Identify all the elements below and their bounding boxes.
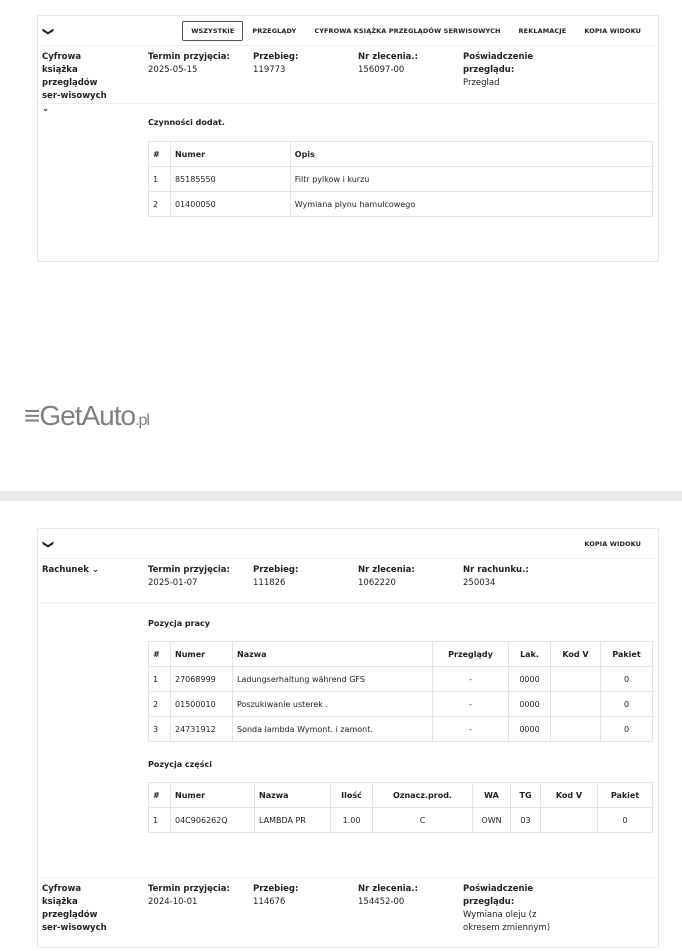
table-header-row [149, 142, 653, 167]
column-header: Oznacz.prod. [373, 783, 473, 808]
table-cell [541, 808, 598, 833]
column-header: # [149, 783, 171, 808]
column-header: Nazwa [255, 783, 331, 808]
field-label: Termin przyjęcia: [148, 52, 230, 62]
table-cell: 3 [149, 717, 171, 742]
table-cell: - [433, 667, 509, 692]
field-2 [358, 883, 458, 909]
table-cell: 0 [601, 667, 653, 692]
chevron-down-icon[interactable]: ❯ [42, 539, 56, 550]
record-type[interactable] [42, 564, 99, 577]
record-type-label: Cyfrowa książka przeglądów ser-wisowych [42, 52, 107, 101]
field-label: Nr zlecenia.: [358, 884, 419, 894]
field-2 [358, 51, 458, 77]
record-info-row [38, 560, 658, 604]
column-header: Numer [171, 642, 233, 667]
service-record-panel-2 [37, 528, 659, 948]
table-cell: Ladungserhaltung während GFS [233, 667, 433, 692]
field-label: Termin przyjęcia: [148, 884, 230, 894]
column-header: Opis [290, 142, 652, 167]
table-cell: Filtr pylkow i kurzu [290, 167, 652, 192]
divider [38, 877, 658, 878]
copy-view-button[interactable]: KOPIA WIDOKU [584, 540, 641, 548]
panel-header [38, 16, 658, 46]
table-cell: 1 [149, 667, 171, 692]
table-cell: 2 [149, 192, 171, 217]
section-title: Czynności dodat. [148, 118, 225, 127]
table-cell: 85185550 [170, 167, 290, 192]
table-header-row [149, 642, 653, 667]
field-0 [148, 51, 248, 77]
column-header: Ilość [331, 783, 373, 808]
panel-header [38, 529, 658, 559]
chevron-down-icon[interactable]: ⌄ [42, 104, 50, 114]
table-row [149, 192, 653, 217]
field-label: Nr zlecenia.: [358, 52, 419, 62]
table-cell [551, 717, 601, 742]
field-value: 114676 [253, 897, 286, 907]
record-info-row [38, 47, 658, 114]
field-1 [253, 883, 353, 909]
table-row [149, 808, 653, 833]
field-0 [148, 883, 248, 909]
table-cell: 0 [598, 808, 653, 833]
table-cell: 01400050 [170, 192, 290, 217]
table-cell: OWN [473, 808, 511, 833]
column-header: Lak. [509, 642, 551, 667]
table-cell: - [433, 717, 509, 742]
next-record-row [38, 881, 658, 951]
field-value: 156097-00 [358, 65, 405, 75]
getauto-watermark-logo: ≡GetAuto.pl [24, 400, 149, 431]
table-cell: Poszukiwanie usterek . [233, 692, 433, 717]
field-label: Przebieg: [253, 884, 299, 894]
column-header: Pakiet [601, 642, 653, 667]
field-3 [463, 564, 553, 590]
tab-3[interactable]: REKLAMACJE [518, 27, 567, 35]
field-value: 119773 [253, 65, 286, 75]
table-cell: C [373, 808, 473, 833]
column-header: Przeglądy [433, 642, 509, 667]
chevron-down-icon[interactable]: ⌄ [91, 565, 99, 575]
field-value: 2025-05-15 [148, 65, 198, 75]
field-label: Poświadczenie przeglądu: [463, 884, 534, 907]
field-label: Nr zlecenia: [358, 565, 415, 575]
field-label: Nr rachunku.: [463, 565, 529, 575]
column-header: Pakiet [598, 783, 653, 808]
table-cell: 1.00 [331, 808, 373, 833]
table-cell: 27068999 [171, 667, 233, 692]
field-label: Przebieg: [253, 52, 299, 62]
table-cell: Wymiana plynu hamulcowego [290, 192, 652, 217]
tab-1[interactable]: PRZEGLĄDY [252, 27, 297, 35]
table-cell: LAMBDA PR [255, 808, 331, 833]
table-cell: 0 [601, 692, 653, 717]
field-2 [358, 564, 458, 590]
filter-tabs [182, 21, 650, 41]
table-cell [551, 692, 601, 717]
table-cell: 0 [601, 717, 653, 742]
table-cell: 0000 [509, 692, 551, 717]
field-value: Wymiana oleju (z okresem zmiennym) [463, 910, 551, 933]
table-cell: 2 [149, 692, 171, 717]
table-cell: 04C906262Q [171, 808, 255, 833]
field-value: 1062220 [358, 578, 396, 588]
column-header: Nazwa [233, 642, 433, 667]
table-row [149, 692, 653, 717]
table-cell [551, 667, 601, 692]
parts-table [148, 782, 653, 833]
field-1 [253, 51, 353, 77]
record-type-label: Rachunek [42, 565, 89, 575]
tab-4[interactable]: KOPIA WIDOKU [584, 27, 641, 35]
table-row [149, 717, 653, 742]
field-label: Poświadczenie przeglądu: [463, 52, 534, 75]
column-header: WA [473, 783, 511, 808]
field-label: Termin przyjęcia: [148, 565, 230, 575]
column-header: TG [511, 783, 541, 808]
tab-0[interactable]: WSZYSTKIE [182, 21, 243, 41]
field-value: 2024-10-01 [148, 897, 198, 907]
table-cell: 0000 [509, 667, 551, 692]
table-row [149, 167, 653, 192]
column-header: Kod V [551, 642, 601, 667]
work-section-title: Pozycja pracy [148, 619, 210, 628]
table-cell: 03 [511, 808, 541, 833]
parts-section-title: Pozycja części [148, 760, 212, 769]
table-row [149, 667, 653, 692]
field-value: 250034 [463, 578, 496, 588]
tab-2[interactable]: CYFROWA KSIĄŻKA PRZEGLĄDÓW SERWISOWYCH [314, 27, 501, 35]
column-header: Numer [171, 783, 255, 808]
table-cell: - [433, 692, 509, 717]
table-cell: 24731912 [171, 717, 233, 742]
column-header: # [149, 142, 171, 167]
column-header: Kod V [541, 783, 598, 808]
screenshot-separator [0, 491, 682, 501]
field-label: Przebieg: [253, 565, 299, 575]
column-header: # [149, 642, 171, 667]
field-value: 154452-00 [358, 897, 405, 907]
field-value: Przeglad [463, 78, 500, 88]
additional-operations-table [148, 141, 653, 217]
field-value: 2025-01-07 [148, 578, 198, 588]
table-cell: 01500010 [171, 692, 233, 717]
field-0 [148, 564, 248, 590]
field-3 [463, 883, 553, 935]
field-1 [253, 564, 353, 590]
field-3 [463, 51, 553, 90]
record-type[interactable]: Cyfrowa książka przeglądów ser-wisowych [42, 884, 107, 933]
table-cell: 0000 [509, 717, 551, 742]
work-items-table [148, 641, 653, 742]
service-record-panel-1 [37, 15, 659, 262]
table-cell: 1 [149, 167, 171, 192]
table-cell: 1 [149, 808, 171, 833]
record-type[interactable] [42, 51, 114, 116]
table-header-row [149, 783, 653, 808]
field-value: 111826 [253, 578, 286, 588]
table-cell: Sonda lambda Wymont. i zamont. [233, 717, 433, 742]
chevron-down-icon[interactable]: ❯ [42, 26, 56, 37]
column-header: Numer [170, 142, 290, 167]
